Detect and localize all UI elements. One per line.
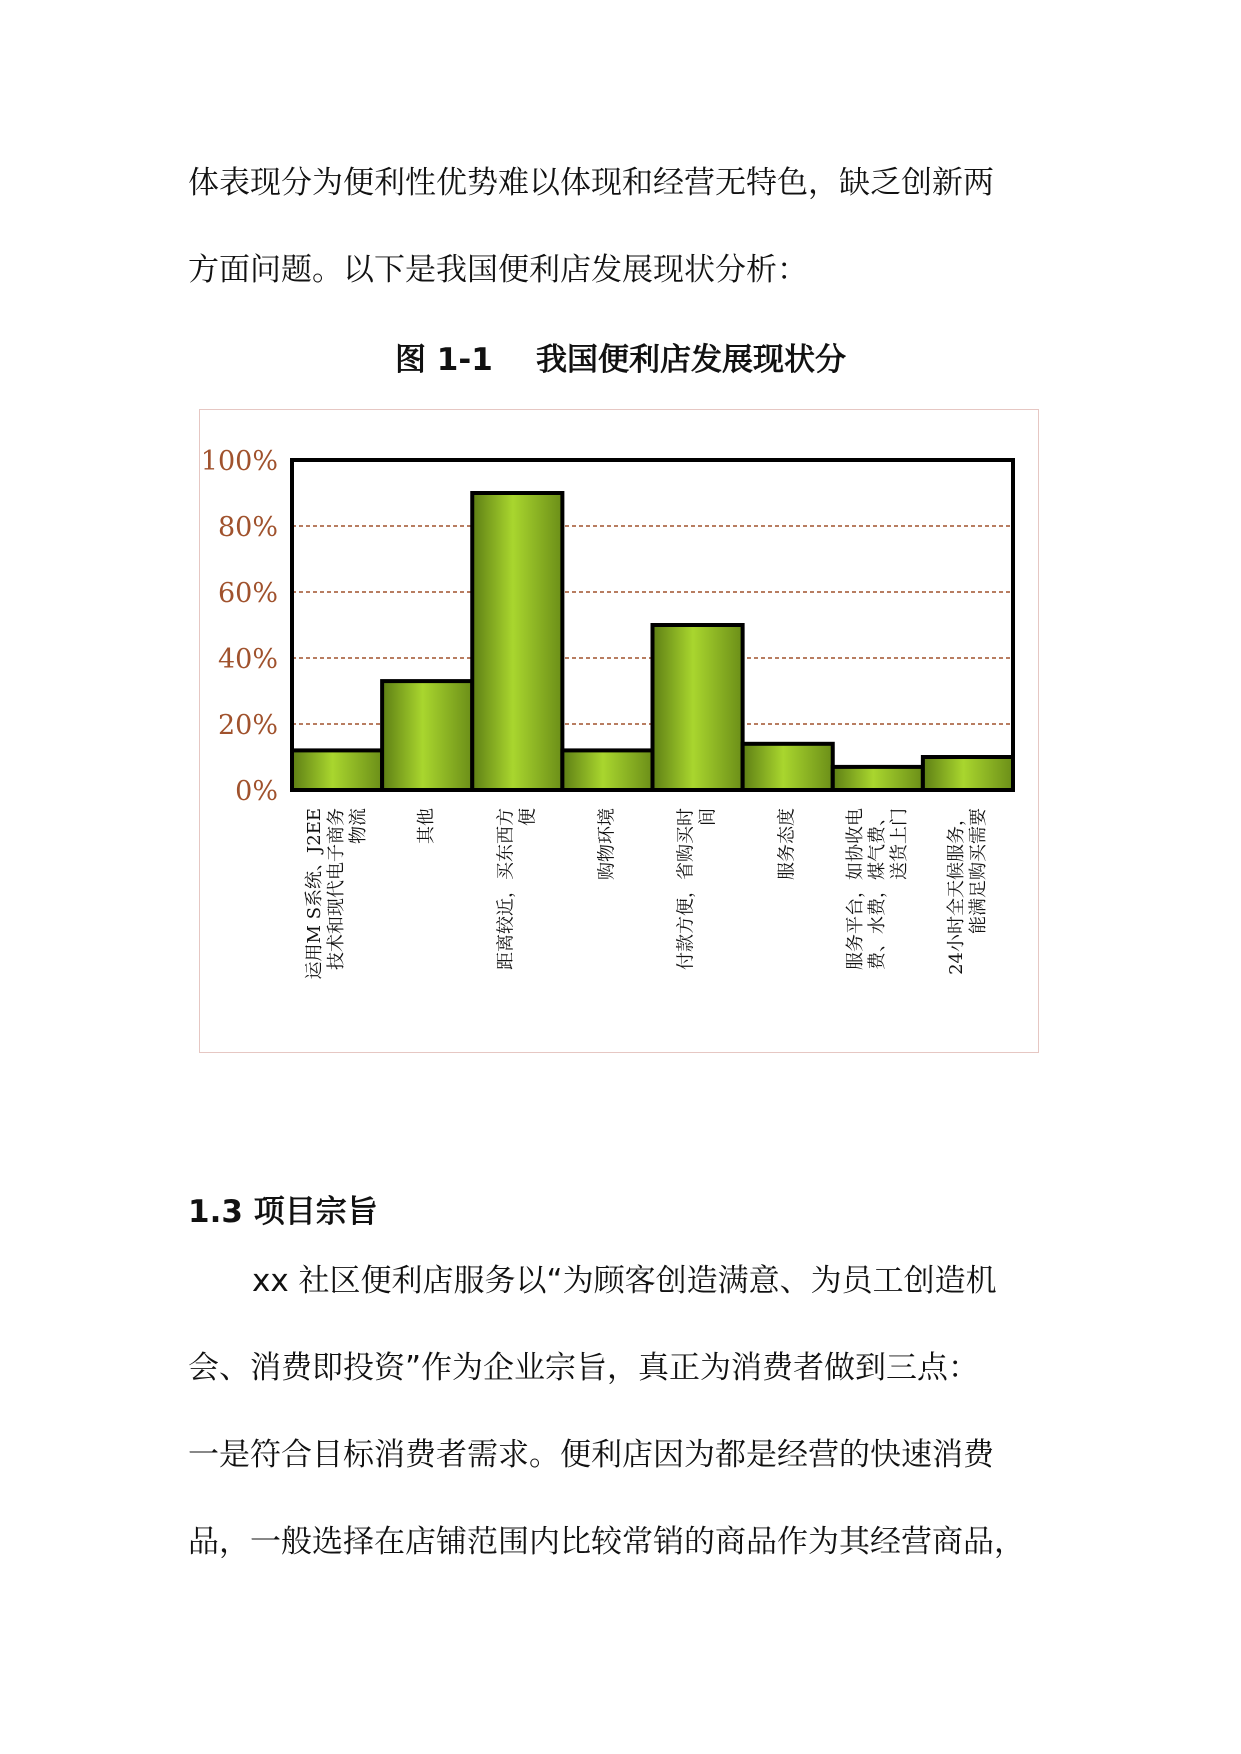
section-heading: 1.3 项目宗旨 xyxy=(188,1194,378,1230)
x-tick-label: 送货上门 xyxy=(888,808,910,880)
body-text-line: 体表现分为便利性优势难以体现和经营无特色，缺乏创新两 xyxy=(188,165,994,201)
bar xyxy=(382,681,472,790)
bar-chart xyxy=(200,410,1038,1052)
body-text-line: xx 社区便利店服务以“为顾客创造满意、为员工创造机 xyxy=(252,1263,997,1299)
x-tick-label: 服务态度 xyxy=(776,808,798,880)
body-text-line: 方面问题。以下是我国便利店发展现状分析： xyxy=(188,252,808,288)
body-text-line: 会、消费即投资”作为企业宗旨，真正为消费者做到三点： xyxy=(188,1350,980,1386)
x-tick-label: 物流 xyxy=(348,808,370,844)
bar xyxy=(653,625,743,790)
y-tick-label: 60% xyxy=(217,578,278,609)
chart-frame xyxy=(199,409,1039,1053)
bar xyxy=(923,757,1013,790)
y-tick-label: 100% xyxy=(200,446,278,477)
x-tick-label: 购物环境 xyxy=(596,808,618,880)
body-text-line: 品，一般选择在店铺范围内比较常销的商品作为其经营商品， xyxy=(188,1524,1025,1560)
bar xyxy=(833,767,923,790)
y-tick-label: 40% xyxy=(217,644,278,675)
y-tick-label: 80% xyxy=(217,512,278,543)
x-tick-label: 间 xyxy=(697,808,719,826)
figure-caption: 图 1-1 我国便利店发展现状分 xyxy=(395,342,846,378)
x-tick-label: 其他 xyxy=(416,808,438,844)
x-tick-label: 费、水费，煤气费、 xyxy=(866,808,888,970)
x-tick-label: 付款方便，省购买时 xyxy=(675,808,697,970)
x-tick-label: 便 xyxy=(517,808,539,826)
bar xyxy=(743,744,833,790)
bar xyxy=(472,493,562,790)
bar xyxy=(562,750,652,790)
body-text-line: 一是符合目标消费者需求。便利店因为都是经营的快速消费 xyxy=(188,1437,994,1473)
x-tick-label: 距离较近，买东西方 xyxy=(495,808,517,970)
x-tick-label: 能满足购买需要 xyxy=(967,808,989,934)
x-tick-label: 24小时全天候服务， xyxy=(945,808,967,975)
y-tick-label: 20% xyxy=(217,710,278,741)
x-tick-label: 服务平台，如协收电 xyxy=(844,808,866,970)
x-tick-label: 运用M S系统、J2EE xyxy=(304,808,326,980)
bar xyxy=(292,750,382,790)
y-tick-label: 0% xyxy=(235,776,278,807)
x-tick-label: 技术和现代电子商务 xyxy=(326,808,348,970)
